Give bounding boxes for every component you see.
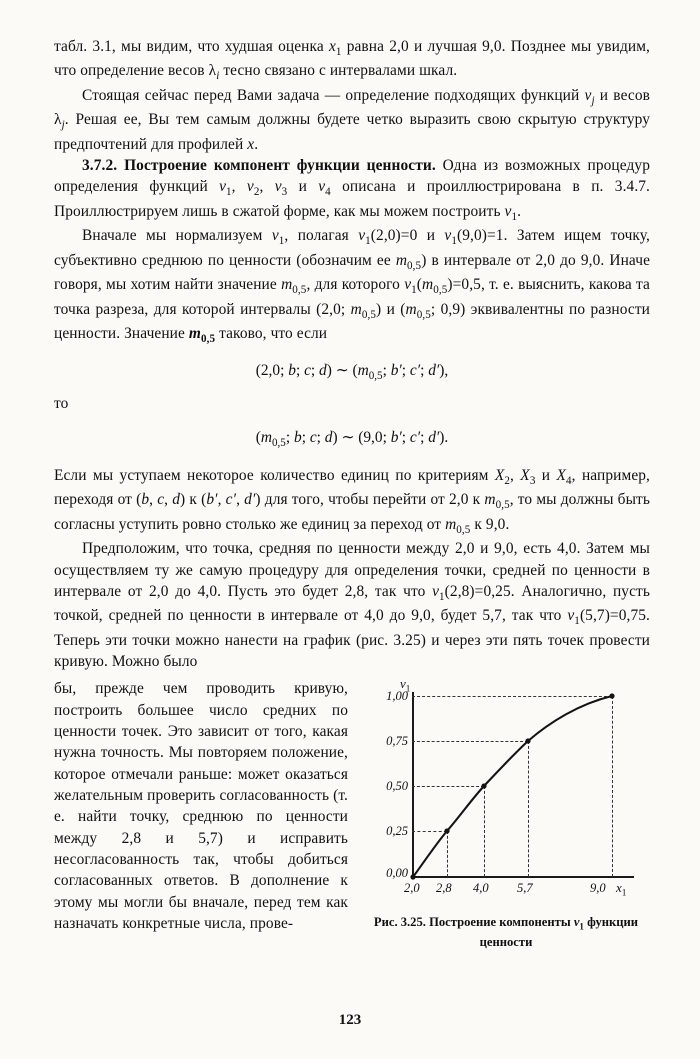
chart-ylabel: $v_1$: [400, 676, 411, 695]
chart-ytick-025: 0,25: [386, 824, 408, 839]
figure-caption: [362, 914, 650, 950]
equation-connector: то: [54, 394, 69, 412]
equation-2: ($m_{0,5}$; b; c; d) ∼ (9,0; b′; c′; d′).: [255, 428, 449, 449]
paragraph-1: табл. 3.1, мы видим, что худшая оценка $x_1$ равна 2,0 и лучшая 9,0. Позднее мы увидим, что определение весов $\lambda_i$ тесно связано с интервалами шкал.: [54, 38, 650, 83]
equation-1: (2,0; b; c; d) ∼ ($m_{0,5}$; b′; c′; d′),: [255, 362, 449, 383]
chart-xlabel: $x_1$: [616, 880, 627, 900]
chart-xtick-90: 9,0: [590, 881, 606, 896]
chart-xtick-28: 2,8: [436, 881, 452, 896]
figure-caption-text: Построение компоненты $v_1$ функции ценности: [429, 915, 639, 949]
paragraph-5: Если мы уступаем некоторое количество единиц по критериям $X_2$, $X_3$ и $X_4$, например, переходя от (b, c, d) к (b′, c′, d′) для того, чтобы перейти от 2,0 к $m_{0,5}$, то мы должны быть согласны уступить ровно столько же единиц за переход от $m_{0,5}$ к 9,0.: [54, 466, 650, 536]
chart-xtick-57: 5,7: [517, 881, 533, 896]
paragraph-2: Стоящая сейчас перед Вами задача — определение подходящих функций $v_j$ и весов $\lambda_j$. Решая ее, Вы тем самым должны будете четко выразить свою скрытую структуру предпочтений для профилей x.: [54, 86, 650, 153]
chart-ytick-075: 0,75: [386, 734, 408, 749]
figure-3-25: [362, 676, 650, 950]
chart-xtick-20: 2,0: [404, 881, 420, 896]
section-heading: 3.7.2. Построение компонент функции ценности.: [82, 157, 436, 175]
chart-ytick-100: 1,00: [386, 689, 408, 704]
chart-ytick-000: 0,00: [386, 866, 408, 881]
figure-and-text-wrap: [54, 678, 650, 952]
figure-caption-label: Рис. 3.25.: [373, 915, 426, 930]
chart-curve: [364, 682, 650, 904]
paragraph-3: 3.7.2. Построение компонент функции ценности. Одна из возможных процедур определения функций $v_1$, $v_2$, $v_3$ и $v_4$ описана и проиллюстрирована в п. 3.4.7. Проиллюстрируем лишь в сжатой форме, как мы можем построить $v_1$.: [54, 157, 651, 223]
paragraph-6: Предположим, что точка, средняя по ценности между 2,0 и 9,0, есть 4,0. Затем мы осуществляем ту же самую процедуру для определения точки, средней по ценности в интервале от 2,0 до 4,0. Пусть это будет 2,8, так что $v_1(2,8)=0,25$. Аналогично, пусть точкой, средней по ценности в интервале от 4,0 до 9,0, будет 5,7, так что $v_1(5,7)=0,75$. Теперь эти точки можно нанести на график (рис. 3.25) и через эти пять точек провести кривую. Можно было: [54, 540, 650, 671]
chart-ytick-050: 0,50: [386, 779, 408, 794]
chart-xtick-40: 4,0: [473, 881, 489, 896]
page-number: 123: [338, 1012, 362, 1028]
paragraph-4: Вначале мы нормализуем $v_1$, полагая $v_1(2,0)=0$ и $v_1(9,0)=1$. Затем ищем точку, субъективно среднюю по ценности (обозначим ее $m_{0,5}$) в интервале от 2,0 до 9,0. Иначе говоря, мы хотим найти значение $m_{0,5}$, для которого $v_1(m_{0,5})=0,5$, т. е. выяснить, какова та точка разреза, для которой интервалы (2,0; $m_{0,5}$) и ($m_{0,5}$; 0,9) эквивалентны по разности ценности. Значение $m_{0,5}$ таково, что если: [54, 227, 651, 346]
value-function-chart: [364, 676, 650, 904]
paragraph-7: бы, прежде чем проводить кривую, построить большее число средних по ценности точек. Это зависит от того, какая нужна точность. Мы повторяем положение, которое отмечали раньше: может оказаться желательным проверить согласованность (т. е. найти точку, среднюю по ценности между 2,8 и 5,7) и исправить несогласованность так, чтобы добиться согласованных ответов. В дополнение к этому мы могли бы вначале, перед тем как назначать конкретные числа, прове-: [54, 680, 348, 933]
page-content: [54, 36, 650, 953]
